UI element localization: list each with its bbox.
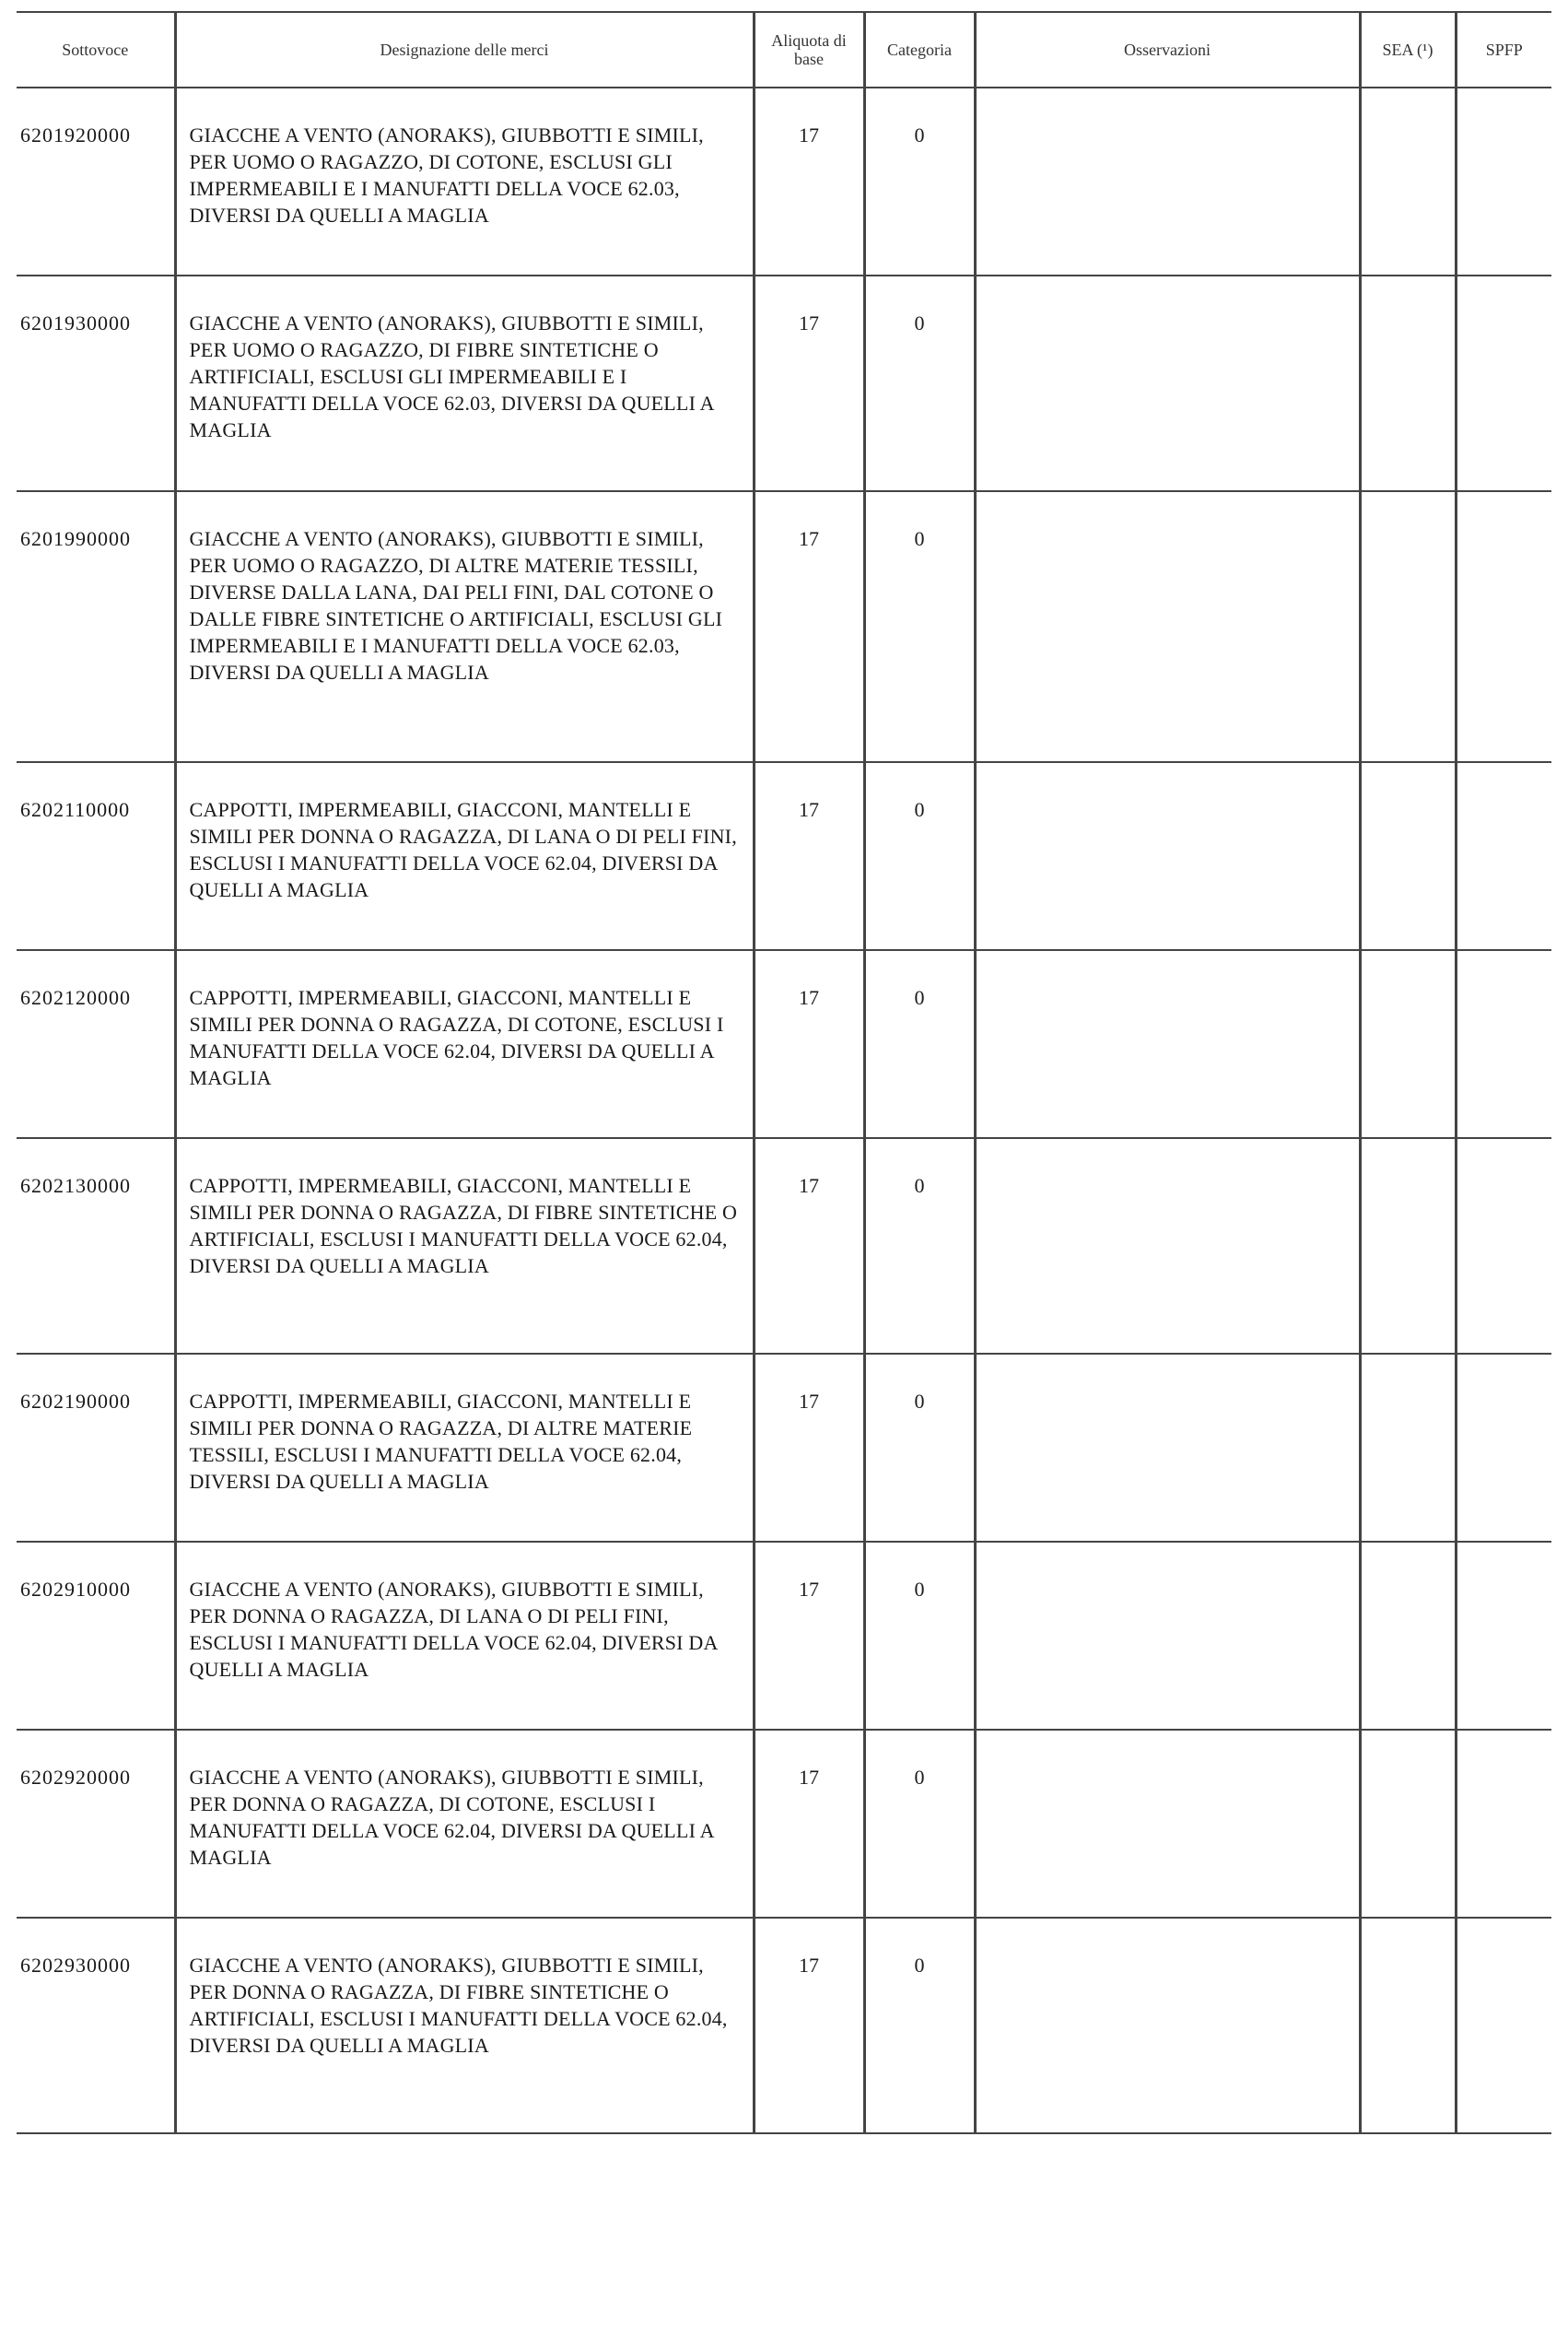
cell-remarks	[975, 1138, 1360, 1354]
cell-rate: 17	[754, 1138, 864, 1354]
table-row	[17, 1730, 1551, 1918]
table-row	[17, 88, 1551, 276]
table-row	[17, 1138, 1551, 1354]
cell-category: 0	[864, 1918, 975, 2133]
table-row	[17, 762, 1551, 950]
cell-category: 0	[864, 88, 975, 276]
cell-category: 0	[864, 491, 975, 762]
cell-rate: 17	[754, 88, 864, 276]
cell-spfp	[1456, 1918, 1551, 2133]
column-header-osservazioni: Osservazioni	[975, 12, 1360, 88]
cell-code: 6202190000	[17, 1354, 175, 1542]
column-header-designazione: Designazione delle merci	[175, 12, 754, 88]
cell-description: CAPPOTTI, IMPERMEABILI, GIACCONI, MANTELLI E SIMILI PER DONNA O RAGAZZA, DI COTONE, ESCLUSI I MANUFATTI DELLA VOCE 62.04, DIVERSI DA QUELLI A MAGLIA	[175, 950, 754, 1138]
cell-rate: 17	[754, 491, 864, 762]
cell-remarks	[975, 1354, 1360, 1542]
cell-spfp	[1456, 1138, 1551, 1354]
cell-description: CAPPOTTI, IMPERMEABILI, GIACCONI, MANTELLI E SIMILI PER DONNA O RAGAZZA, DI ALTRE MATERIE TESSILI, ESCLUSI I MANUFATTI DELLA VOCE 62.04, DIVERSI DA QUELLI A MAGLIA	[175, 1354, 754, 1542]
cell-rate: 17	[754, 1918, 864, 2133]
cell-code: 6201920000	[17, 88, 175, 276]
cell-category: 0	[864, 1354, 975, 1542]
cell-category: 0	[864, 276, 975, 491]
tariff-table-container	[17, 11, 1551, 2134]
column-header-sea: SEA (¹)	[1360, 12, 1456, 88]
cell-remarks	[975, 1730, 1360, 1918]
cell-sea	[1360, 491, 1456, 762]
cell-code: 6201990000	[17, 491, 175, 762]
cell-spfp	[1456, 491, 1551, 762]
cell-code: 6202930000	[17, 1918, 175, 2133]
cell-remarks	[975, 950, 1360, 1138]
cell-remarks	[975, 1918, 1360, 2133]
cell-remarks	[975, 276, 1360, 491]
cell-category: 0	[864, 950, 975, 1138]
table-row	[17, 950, 1551, 1138]
cell-sea	[1360, 1730, 1456, 1918]
cell-sea	[1360, 1354, 1456, 1542]
cell-rate: 17	[754, 762, 864, 950]
table-row	[17, 1354, 1551, 1542]
column-header-sottovoce: Sottovoce	[17, 12, 175, 88]
cell-sea	[1360, 88, 1456, 276]
cell-description: GIACCHE A VENTO (ANORAKS), GIUBBOTTI E SIMILI, PER DONNA O RAGAZZA, DI LANA O DI PELI FINI, ESCLUSI I MANUFATTI DELLA VOCE 62.04, DIVERSI DA QUELLI A MAGLIA	[175, 1542, 754, 1730]
cell-sea	[1360, 762, 1456, 950]
cell-sea	[1360, 1918, 1456, 2133]
cell-description: CAPPOTTI, IMPERMEABILI, GIACCONI, MANTELLI E SIMILI PER DONNA O RAGAZZA, DI FIBRE SINTETICHE O ARTIFICIALI, ESCLUSI I MANUFATTI DELLA VOCE 62.04, DIVERSI DA QUELLI A MAGLIA	[175, 1138, 754, 1354]
cell-sea	[1360, 1542, 1456, 1730]
table-row	[17, 276, 1551, 491]
cell-remarks	[975, 1542, 1360, 1730]
column-header-spfp: SPFP	[1456, 12, 1551, 88]
cell-description: CAPPOTTI, IMPERMEABILI, GIACCONI, MANTELLI E SIMILI PER DONNA O RAGAZZA, DI LANA O DI PELI FINI, ESCLUSI I MANUFATTI DELLA VOCE 62.04, DIVERSI DA QUELLI A MAGLIA	[175, 762, 754, 950]
cell-code: 6202120000	[17, 950, 175, 1138]
cell-sea	[1360, 1138, 1456, 1354]
cell-category: 0	[864, 1138, 975, 1354]
column-header-categoria: Categoria	[864, 12, 975, 88]
cell-category: 0	[864, 1730, 975, 1918]
cell-description: GIACCHE A VENTO (ANORAKS), GIUBBOTTI E SIMILI, PER UOMO O RAGAZZO, DI COTONE, ESCLUSI GLI IMPERMEABILI E I MANUFATTI DELLA VOCE 62.03, DIVERSI DA QUELLI A MAGLIA	[175, 88, 754, 276]
cell-code: 6202130000	[17, 1138, 175, 1354]
cell-description: GIACCHE A VENTO (ANORAKS), GIUBBOTTI E SIMILI, PER UOMO O RAGAZZO, DI FIBRE SINTETICHE O ARTIFICIALI, ESCLUSI GLI IMPERMEABILI E I MANUFATTI DELLA VOCE 62.03, DIVERSI DA QUELLI A MAGLIA	[175, 276, 754, 491]
cell-rate: 17	[754, 1730, 864, 1918]
tariff-table	[17, 11, 1551, 2134]
cell-spfp	[1456, 1354, 1551, 1542]
cell-rate: 17	[754, 950, 864, 1138]
cell-spfp	[1456, 1730, 1551, 1918]
cell-sea	[1360, 950, 1456, 1138]
table-header-row	[17, 12, 1551, 88]
cell-code: 6202910000	[17, 1542, 175, 1730]
cell-category: 0	[864, 1542, 975, 1730]
cell-description: GIACCHE A VENTO (ANORAKS), GIUBBOTTI E SIMILI, PER DONNA O RAGAZZA, DI FIBRE SINTETICHE O ARTIFICIALI, ESCLUSI I MANUFATTI DELLA VOCE 62.04, DIVERSI DA QUELLI A MAGLIA	[175, 1918, 754, 2133]
cell-spfp	[1456, 1542, 1551, 1730]
cell-rate: 17	[754, 276, 864, 491]
table-row	[17, 491, 1551, 762]
cell-spfp	[1456, 762, 1551, 950]
cell-code: 6202110000	[17, 762, 175, 950]
cell-spfp	[1456, 88, 1551, 276]
cell-description: GIACCHE A VENTO (ANORAKS), GIUBBOTTI E SIMILI, PER DONNA O RAGAZZA, DI COTONE, ESCLUSI I MANUFATTI DELLA VOCE 62.04, DIVERSI DA QUELLI A MAGLIA	[175, 1730, 754, 1918]
cell-rate: 17	[754, 1542, 864, 1730]
cell-spfp	[1456, 950, 1551, 1138]
cell-rate: 17	[754, 1354, 864, 1542]
cell-code: 6201930000	[17, 276, 175, 491]
cell-remarks	[975, 762, 1360, 950]
table-row	[17, 1542, 1551, 1730]
cell-sea	[1360, 276, 1456, 491]
table-row	[17, 1918, 1551, 2133]
cell-description: GIACCHE A VENTO (ANORAKS), GIUBBOTTI E SIMILI, PER UOMO O RAGAZZO, DI ALTRE MATERIE TESSILI, DIVERSE DALLA LANA, DAI PELI FINI, DAL COTONE O DALLE FIBRE SINTETICHE O ARTIFICIALI, ESCLUSI GLI IMPERMEABILI E I MANUFATTI DELLA VOCE 62.03, DIVERSI DA QUELLI A MAGLIA	[175, 491, 754, 762]
column-header-aliquota: Aliquota di base	[754, 12, 864, 88]
cell-code: 6202920000	[17, 1730, 175, 1918]
cell-remarks	[975, 88, 1360, 276]
cell-category: 0	[864, 762, 975, 950]
cell-spfp	[1456, 276, 1551, 491]
cell-remarks	[975, 491, 1360, 762]
